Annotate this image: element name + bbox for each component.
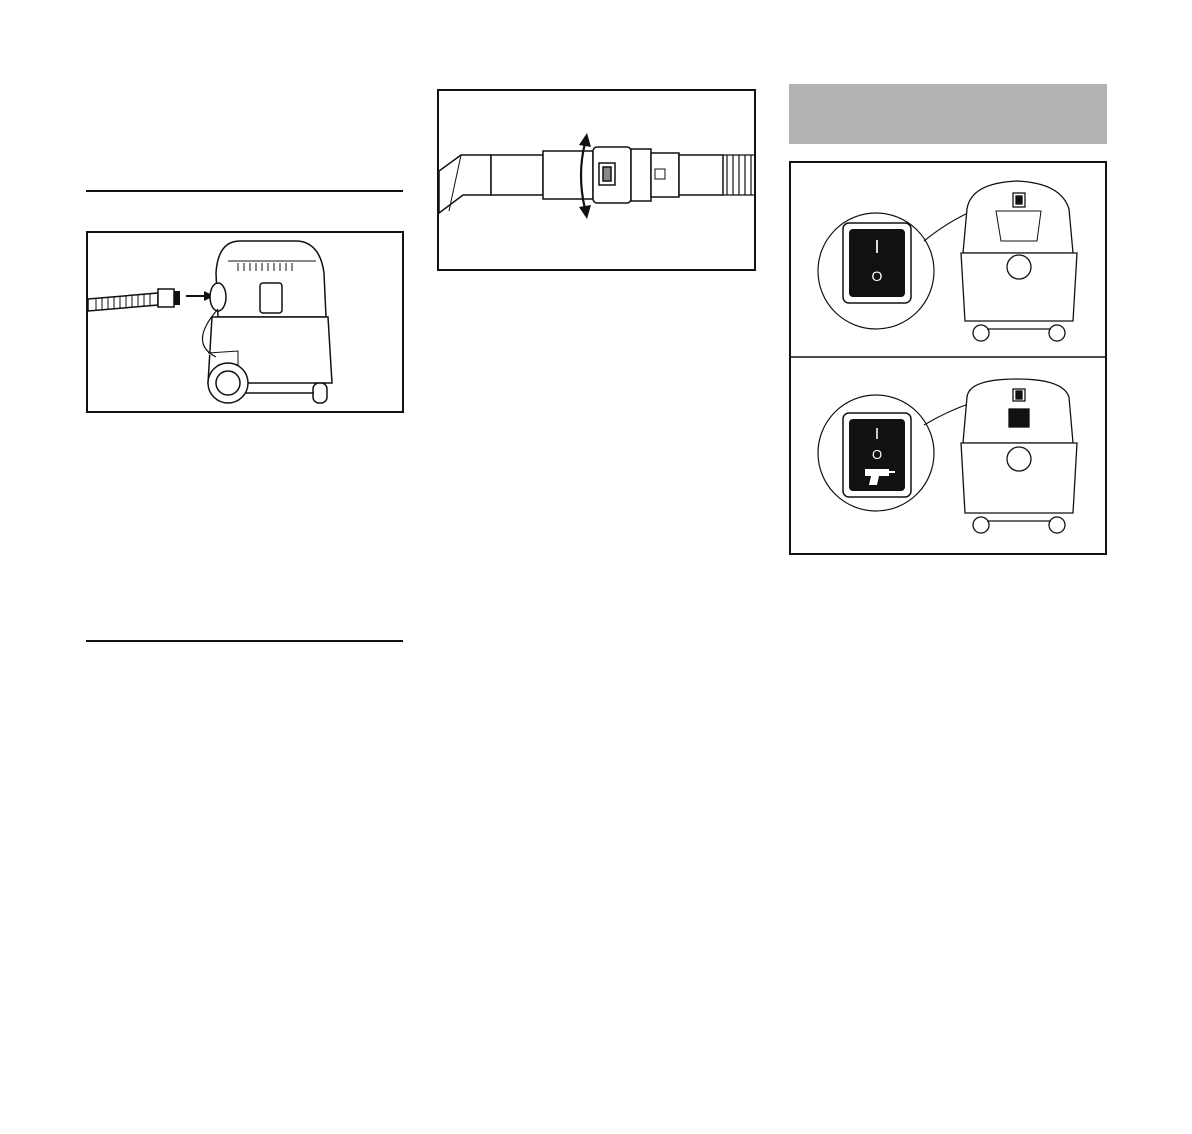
section-divider-top: [86, 190, 403, 192]
vacuum-hose-illustration: [88, 233, 402, 411]
figure-hose-connection: [86, 231, 404, 413]
figure-rotating-coupling: [437, 89, 756, 271]
hose-coupling-illustration: [439, 91, 754, 269]
vacuum-cleaner-icon: [208, 241, 332, 403]
bottom-switch-off-symbol: O: [871, 447, 883, 462]
bent-wand-icon: [439, 151, 593, 213]
vacuum-front-view-icon: [961, 379, 1077, 533]
section-divider-bottom: [86, 640, 403, 642]
section-heading-banner: [789, 84, 1107, 144]
figure-switch-panel: [789, 161, 1107, 555]
top-switch-off-symbol: O: [871, 268, 883, 284]
vacuum-front-view-icon: [961, 181, 1077, 341]
hose-end-icon: [723, 155, 754, 195]
hose-icon: [88, 289, 180, 311]
top-switch-on-symbol: I: [874, 237, 880, 257]
coupling-sleeve-icon: [593, 147, 723, 203]
bottom-switch-on-symbol: I: [874, 426, 880, 443]
switch-illustration: [791, 163, 1105, 553]
